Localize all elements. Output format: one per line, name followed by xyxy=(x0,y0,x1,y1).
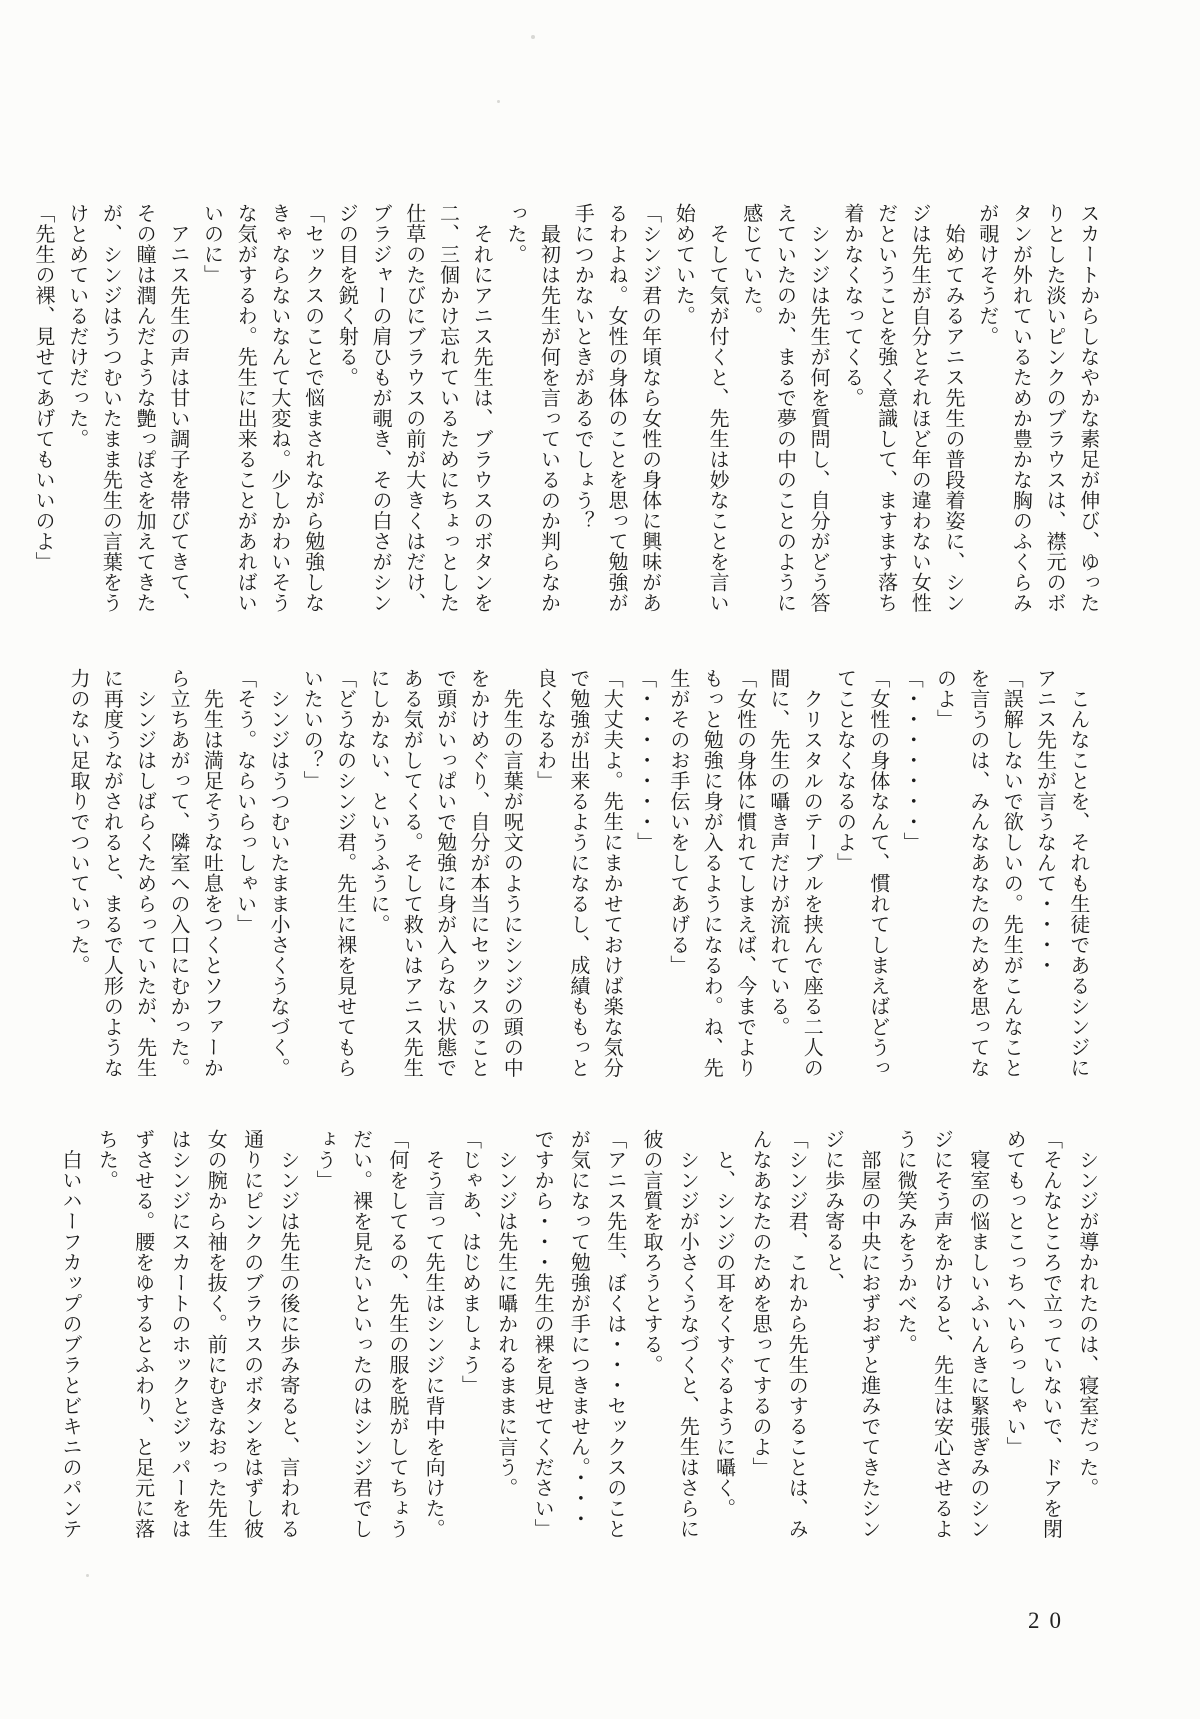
text-column: 彼の言質を取ろうとする。 xyxy=(640,1129,662,1375)
text-column: シンジは先生が何を質問し、自分がどう答 xyxy=(807,203,830,613)
text-column: タンが外れているためか豊かな胸のふくらみ xyxy=(1009,203,1032,613)
text-column: 生がそのお手伝いをしてあげる」 xyxy=(666,668,689,976)
text-column: こんなことを、それも生徒であるシンジに xyxy=(1066,668,1089,1078)
text-column: のよ」 xyxy=(933,668,956,730)
text-band-top xyxy=(33,203,1098,629)
text-column: シンジはうつむいたまま小さくうなづく。 xyxy=(266,668,289,1078)
text-column: 「アニス先生、ぼくは・・・セックスのこと xyxy=(603,1129,626,1539)
text-column: もっと勉強に身が入るようになるわ。ね、先 xyxy=(700,668,723,1078)
text-column: いたいの？」 xyxy=(300,668,323,791)
text-column: ジは先生が自分とそれほど年の違わない女性 xyxy=(908,203,931,613)
text-column: 良くなるわ」 xyxy=(533,668,556,791)
text-column: 「セックスのことで悩まされながら勉強しな xyxy=(301,203,324,613)
text-column: アニス先生の声は甘い調子を帯びてきて、 xyxy=(166,203,189,613)
text-column: だということを強く意識して、ますます落ち xyxy=(874,203,897,613)
text-column: いのに」 xyxy=(200,203,223,285)
text-column: にしかない、というふうに。 xyxy=(366,668,389,935)
text-column: だい。裸を見たいといったのはシンジ君でし xyxy=(349,1129,372,1539)
text-column: 先生の言葉が呪文のようにシンジの頭の中 xyxy=(500,668,523,1078)
text-column: 手につかないときがあるでしょう？ xyxy=(571,203,594,531)
text-column: 寝室の悩ましいふいんきに緊張ぎみのシン xyxy=(966,1129,989,1539)
text-column: を言うのは、みんなあなたのためを思ってな xyxy=(966,668,989,1078)
text-column: 始めていた。 xyxy=(672,203,695,326)
scan-speck xyxy=(86,1574,89,1577)
text-column: んなあなたのためを思ってするのよ」 xyxy=(748,1129,771,1478)
text-column: な気がするわ。先生に出来ることがあればい xyxy=(234,203,257,613)
text-column: 二、三個かけ忘れているためにちょっとした xyxy=(436,203,459,613)
text-column: ジの目を鋭く射る。 xyxy=(335,203,358,388)
text-column: 「何をしてるの、先生の服を脱がしてちょう xyxy=(385,1129,408,1539)
text-column: 「先生の裸、見せてあげてもいいのよ」 xyxy=(32,203,54,572)
text-column: で頭がいっぱいで勉強に身が入らない状態で xyxy=(433,668,456,1078)
text-column: アニス先生が言うなんて・・・・ xyxy=(1033,668,1056,976)
text-column: その瞳は潤んだような艶っぽさを加えてきた xyxy=(133,203,156,613)
text-column: に再度うながされると、まるで人形のような xyxy=(100,668,123,1078)
text-column: そして気が付くと、先生は妙なことを言い xyxy=(706,203,729,613)
text-column: ブラジャーの肩ひもが覗き、その白さがシン xyxy=(369,203,392,613)
scan-speck xyxy=(497,100,500,103)
scan-speck xyxy=(531,35,535,39)
text-column: シンジはしばらくためらっていたが、先生 xyxy=(133,668,156,1078)
text-column: 着かなくなってくる。 xyxy=(840,203,863,408)
text-column: てことなくなるのよ」 xyxy=(833,668,856,873)
text-column: 部屋の中央におずおずと進みでてきたシン xyxy=(857,1129,880,1539)
text-column: シンジが導かれたのは、寝室だった。 xyxy=(1075,1129,1098,1498)
text-column: りとした淡いピンクのブラウスは、襟元のボ xyxy=(1043,203,1066,613)
text-column: が覗けそうだ。 xyxy=(975,203,998,347)
text-column: 「大丈夫よ。先生にまかせておけば楽な気分 xyxy=(600,668,623,1078)
text-column: 先生は満足そうな吐息をつくとソファーか xyxy=(200,668,223,1078)
text-band-middle xyxy=(68,668,1088,1094)
text-column: 「どうなのシンジ君。先生に裸を見せてもら xyxy=(333,668,356,1078)
text-column: 「女性の身体に慣れてしまえば、今までより xyxy=(733,668,756,1078)
text-column: うに微笑みをうかべた。 xyxy=(894,1129,917,1355)
text-column: 最初は先生が何を言っているのか判らなか xyxy=(537,203,560,613)
text-column: った。 xyxy=(503,203,526,265)
text-column: はシンジにスカートのホックとジッパーをは xyxy=(167,1129,190,1539)
text-column: ずさせる。腰をゆするとふわり、と足元に落 xyxy=(131,1129,154,1539)
text-column: ある気がしてくる。そして救いはアニス先生 xyxy=(400,668,423,1078)
text-column: ょう」 xyxy=(313,1129,336,1191)
text-column: シンジは先生に囁かれるままに言う。 xyxy=(494,1129,517,1498)
text-column: 「シンジ君の年頃なら女性の身体に興味があ xyxy=(638,203,661,613)
text-column: 始めてみるアニス先生の普段着姿に、シン xyxy=(941,203,964,613)
text-column: クリスタルのテーブルを挟んで座る二人の xyxy=(800,668,823,1078)
text-column: 力のない足取りでついていった。 xyxy=(67,668,89,976)
text-column: シンジは先生の後に歩み寄ると、言われる xyxy=(276,1129,299,1539)
text-column: 白いハーフカップのブラとビキニのパンテ xyxy=(59,1129,81,1539)
text-column: 「そんなところで立っていないで、ドアを閉 xyxy=(1039,1129,1062,1539)
text-band-bottom xyxy=(60,1129,1097,1555)
text-column: 「シンジ君、これから先生のすることは、み xyxy=(785,1129,808,1539)
text-column: が気になって勉強が手につきません。・・・ xyxy=(567,1129,590,1529)
text-column: で勉強が出来るようになるし、成績ももっと xyxy=(566,668,589,1078)
text-column: ら立ちあがって、隣室への入口にむかった。 xyxy=(166,668,189,1078)
text-column: 女の腕から袖を抜く。前にむきなおった先生 xyxy=(204,1129,227,1539)
text-column: ジにそう声をかけると、先生は安心させるよ xyxy=(930,1129,953,1539)
text-column: 「女性の身体なんて、慣れてしまえばどうっ xyxy=(866,668,889,1078)
text-column: 仕草のたびにブラウスの前が大きくはだけ、 xyxy=(402,203,425,613)
text-column: 「・・・・・・・」 xyxy=(633,668,656,853)
text-column: シンジが小さくうなづくと、先生はさらに xyxy=(676,1129,699,1539)
text-column: 通りにピンクのブラウスのボタンをはずし彼 xyxy=(240,1129,263,1539)
text-column: 間に、先生の囁き声だけが流れている。 xyxy=(766,668,789,1037)
text-column: きゃならないなんて大変ね。少しかわいそう xyxy=(267,203,290,613)
text-column: それにアニス先生は、ブラウスのボタンを xyxy=(470,203,493,613)
text-column: をかけめぐり、自分が本当にセックスのこと xyxy=(466,668,489,1078)
text-column: ですから・・・先生の裸を見せてください」 xyxy=(531,1129,554,1539)
text-column: 感じていた。 xyxy=(739,203,762,326)
text-column: そう言って先生はシンジに背中を向けた。 xyxy=(422,1129,445,1539)
text-column: 「じゃあ、はじめましょう」 xyxy=(458,1129,481,1396)
text-column: めてもっとこっちへいらっしゃい」 xyxy=(1003,1129,1026,1457)
text-column: と、シンジの耳をくすぐるように囁く。 xyxy=(712,1129,735,1519)
text-column: スカートからしなやかな素足が伸び、ゆった xyxy=(1076,203,1099,613)
text-column: けとめているだけだった。 xyxy=(65,203,88,449)
text-column: 「誤解しないで欲しいの。先生がこんなこと xyxy=(1000,668,1023,1078)
text-column: 「・・・・・・・」 xyxy=(900,668,923,853)
text-column: 「そう。ならいらっしゃい」 xyxy=(233,668,256,935)
text-column: ジに歩み寄ると、 xyxy=(821,1129,844,1293)
text-column: るわよね。女性の身体のことを思って勉強が xyxy=(604,203,627,613)
text-column: えていたのか、まるで夢の中のことのように xyxy=(773,203,796,613)
page-number: 20 xyxy=(1028,1608,1071,1633)
text-column: が、シンジはうつむいたまま先生の言葉をう xyxy=(99,203,122,613)
text-column: ちた。 xyxy=(95,1129,118,1191)
